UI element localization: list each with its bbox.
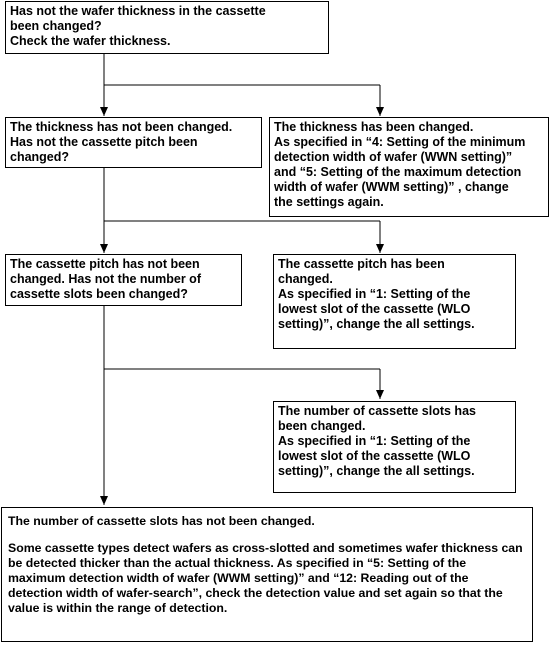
box-text-line: setting)”, change the all settings. bbox=[278, 464, 475, 478]
box-text-line: lowest slot of the cassette (WLO bbox=[278, 302, 471, 316]
box-text-line: Check the wafer thickness. bbox=[10, 34, 171, 48]
box-text-line: been changed? bbox=[10, 19, 102, 33]
box-text-line: The number of cassette slots has bbox=[278, 404, 476, 418]
box-text-line: lowest slot of the cassette (WLO bbox=[278, 449, 471, 463]
slots-not-changed-box bbox=[1, 507, 533, 642]
box-text-line: been changed. bbox=[278, 419, 366, 433]
box-text-line: and “5: Setting of the maximum detection bbox=[274, 165, 522, 179]
box-text-line: As specified in “1: Setting of the bbox=[278, 287, 471, 301]
thickness-changed-box bbox=[269, 117, 549, 217]
box-text-line: changed. bbox=[278, 272, 333, 286]
thickness-not-changed-box bbox=[5, 117, 262, 168]
box-text-line: detection width of wafer (WWN setting)” bbox=[274, 150, 513, 164]
box-text-line: The thickness has not been changed. bbox=[10, 120, 233, 134]
box-text-line: The cassette pitch has not been bbox=[10, 257, 200, 271]
paragraph-gap bbox=[8, 529, 526, 541]
pitch-changed-box bbox=[273, 254, 516, 349]
box-text-line: width of wafer (WWM setting)” , change bbox=[274, 180, 509, 194]
box-text-line: Has not the wafer thickness in the cassette bbox=[10, 4, 266, 18]
box-text-line: Has not the cassette pitch been bbox=[10, 135, 198, 149]
box-text-line: setting)”, change the all settings. bbox=[278, 317, 475, 331]
pitch-not-changed-box bbox=[5, 254, 242, 306]
check-thickness-box bbox=[5, 1, 329, 54]
box-heading: The number of cassette slots has not been changed. bbox=[8, 514, 315, 528]
box-body-text: Some cassette types detect wafers as cross-slotted and sometimes wafer thickness can be detected thicker than the actual thickness. As specified in “5: Setting of the maximum detection width of wafer (WWM setting)” and “12: Reading out of the detection width of wafer-search”, check the detection value and set again so that the value is within the range of detection. bbox=[8, 541, 523, 615]
box-text-line: The cassette pitch has been bbox=[278, 257, 445, 271]
box-text-line: The thickness has been changed. bbox=[274, 120, 474, 134]
box-text-line: cassette slots been changed? bbox=[10, 287, 188, 301]
box-text-line: the settings again. bbox=[274, 195, 384, 209]
box-text-line: changed. Has not the number of bbox=[10, 272, 201, 286]
box-text-line: changed? bbox=[10, 150, 70, 164]
box-text-line: As specified in “4: Setting of the minimum bbox=[274, 135, 526, 149]
slots-changed-box bbox=[273, 401, 516, 493]
box-text-line: As specified in “1: Setting of the bbox=[278, 434, 471, 448]
